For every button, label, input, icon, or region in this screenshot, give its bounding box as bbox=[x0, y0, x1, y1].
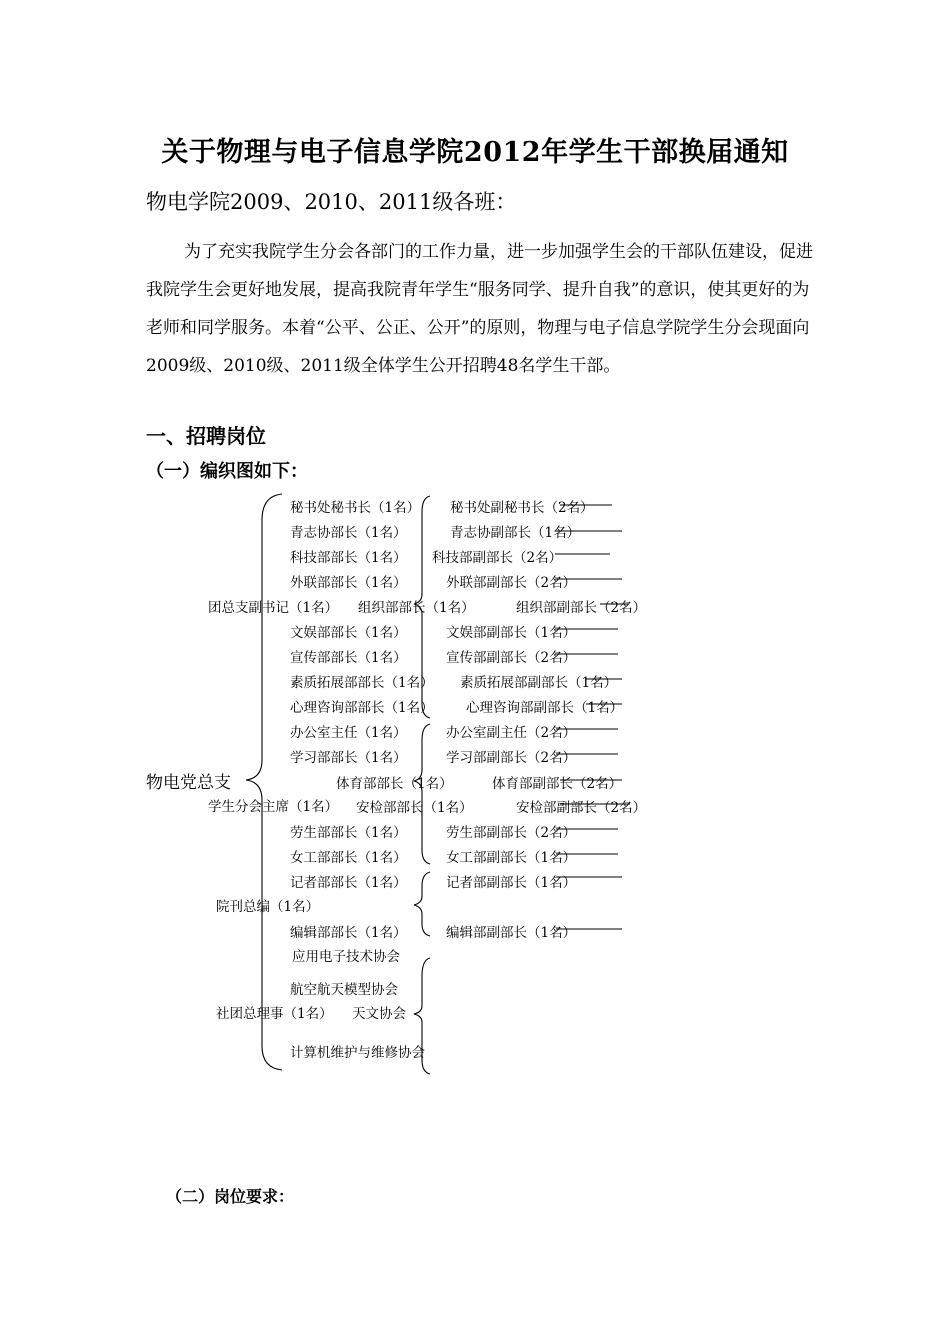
position-item: 秘书处副秘书长（2名） bbox=[450, 500, 594, 516]
greeting: 物电学院2009、2010、2011级各班： bbox=[146, 190, 517, 214]
position-item: 学习部副部长（2名） bbox=[446, 750, 577, 766]
position-item: 安检部部长（1名） bbox=[356, 800, 473, 816]
yuankan-brace bbox=[414, 872, 430, 936]
position-item: 心理咨询部部长（1名） bbox=[290, 700, 434, 716]
position-item: 心理咨询部副部长（1名） bbox=[466, 700, 624, 716]
position-item: 女工部部长（1名） bbox=[290, 850, 407, 866]
position-item: 宣传部部长（1名） bbox=[290, 650, 407, 666]
org-root: 物电党总支 bbox=[146, 773, 231, 793]
root-brace bbox=[246, 494, 282, 1070]
branch-shetuan: 社团总理事（1名） bbox=[216, 1006, 333, 1022]
position-item: 外联部部长（1名） bbox=[290, 575, 407, 591]
position-item: 青志协副部长（1名） bbox=[450, 525, 581, 541]
position-item: 素质拓展部副部长（1名） bbox=[460, 675, 618, 691]
position-item: 外联部副部长（2名） bbox=[446, 575, 577, 591]
position-item: 素质拓展部部长（1名） bbox=[290, 675, 434, 691]
association-item: 天文协会 bbox=[352, 1006, 406, 1022]
position-item: 编辑部副部长（1名） bbox=[446, 925, 577, 941]
branch-tuan: 团总支副书记（1名） bbox=[208, 600, 339, 616]
position-item: 记者部副部长（1名） bbox=[446, 875, 577, 891]
position-item: 编辑部部长（1名） bbox=[290, 925, 407, 941]
association-item: 航空航天模型协会 bbox=[290, 982, 398, 998]
position-item: 女工部副部长（1名） bbox=[446, 850, 577, 866]
subsection-heading-org-chart: （一）编织图如下： bbox=[146, 461, 308, 482]
position-item: 学习部部长（1名） bbox=[290, 750, 407, 766]
position-item: 办公室副主任（2名） bbox=[446, 725, 577, 741]
position-item: 文娱部部长（1名） bbox=[290, 625, 407, 641]
intro-text: 为了充实我院学生分会各部门的工作力量，进一步加强学生会的干部队伍建设，促进我院学生会更好地发展，提高我院青年学生“服务同学、提升自我”的意识，使其更好的为老师和同学服务。本着“公平、公正、公开”的原则，物理与电子信息学院学生分会现面向2009级、2010级、2011级全体学生公开招聘48名学生干部。 bbox=[146, 242, 813, 376]
position-item: 宣传部副部长（2名） bbox=[446, 650, 577, 666]
position-item: 秘书处秘书长（1名） bbox=[290, 500, 421, 516]
position-item: 科技部副部长（2名） bbox=[432, 550, 563, 566]
position-item: 组织部部长（1名） bbox=[358, 600, 475, 616]
position-item: 科技部部长（1名） bbox=[290, 550, 407, 566]
position-item: 安检部副部长（2名） bbox=[516, 800, 647, 816]
position-item: 文娱部副部长（1名） bbox=[446, 625, 577, 641]
position-item: 体育部副部长（2名） bbox=[492, 776, 623, 792]
position-item: 青志协部长（1名） bbox=[290, 525, 407, 541]
position-item: 劳生部副部长（2名） bbox=[446, 825, 577, 841]
position-item: 劳生部部长（1名） bbox=[290, 825, 407, 841]
document-title: 关于物理与电子信息学院2012年学生干部换届通知 bbox=[161, 137, 789, 168]
position-item: 记者部部长（1名） bbox=[290, 875, 407, 891]
position-item: 办公室主任（1名） bbox=[290, 725, 407, 741]
branch-yuankan: 院刊总编（1名） bbox=[216, 899, 320, 915]
association-item: 应用电子技术协会 bbox=[292, 949, 400, 965]
branch-xuesheng: 学生分会主席（1名） bbox=[208, 799, 339, 815]
section-heading: 一、招聘岗位 bbox=[146, 424, 266, 448]
position-item: 体育部部长（1名） bbox=[336, 776, 453, 792]
position-item: 组织部副部长（2名） bbox=[516, 600, 647, 616]
xuesheng-brace bbox=[414, 724, 430, 864]
association-item: 计算机维护与维修协会 bbox=[290, 1045, 425, 1061]
subsection-heading-requirements: （二）岗位要求： bbox=[166, 1187, 295, 1206]
